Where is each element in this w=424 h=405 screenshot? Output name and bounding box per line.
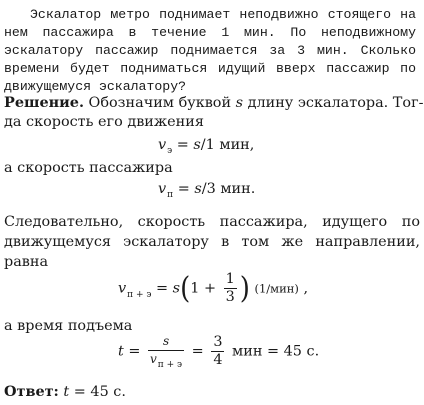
fraction-one-third: $\frac{1}{3}$ [225, 271, 235, 305]
formula-escalator-speed: $v_э = s/1$ мин, [158, 137, 255, 156]
formula-end: , [298, 280, 309, 297]
solution-label: Решение. [4, 94, 84, 111]
solution-line-3: а скорость пассажира [4, 160, 173, 176]
solution-para2-line3: равна [4, 254, 49, 270]
fraction-three-quarters: $\frac{3}{4}$ [213, 334, 223, 368]
var-v: v [158, 181, 167, 197]
var-v: v [118, 280, 127, 297]
var-t: t [63, 384, 70, 400]
formula-combined-speed: $v_{п + э} = s(1$ + $\frac{1}{3}$ ) (1/мин) , [118, 271, 309, 306]
solution-para2-line1: Следовательно, скорость пассажира, идущего по [4, 214, 420, 230]
unit-per-minute: (1/мин) [254, 281, 299, 296]
problem-statement: Эскалатор метро поднимает неподвижно стоящего на нем пассажира в течение 1 мин. По неподвижному эскалатору пассажир поднимается за 3 мин. Сколько времени будет подниматься идущий вверх пассажир по движущемуся эскалатору? [4, 7, 416, 94]
var-v: v [158, 137, 167, 153]
plus-sign: + [203, 280, 217, 297]
solution-para2-line2: движущемуся эскалатору в том же направлении, [4, 234, 420, 250]
formula-passenger-speed: $v_п = s/3$ мин. [158, 181, 256, 200]
equals-sign-2: = [187, 343, 209, 360]
solution-line-4: а время подъема [4, 318, 133, 334]
formula-rhs: /1 мин, [200, 137, 255, 153]
solution-text-1-tail: длину эскалатора. Тог- [243, 95, 424, 111]
equals-sign: = [151, 280, 173, 297]
formula-result: мин = 45 с. [227, 343, 320, 360]
solution-intro [4, 93, 424, 113]
answer-label: Ответ: [4, 383, 59, 400]
number-one: 1 [190, 280, 200, 297]
var-s: s [193, 137, 201, 153]
var-s: s [235, 95, 244, 111]
solution-text-1: Обозначим буквой [83, 95, 236, 111]
subscript-p: п [167, 190, 174, 200]
var-s: s [172, 280, 181, 297]
answer-line [4, 382, 420, 402]
solution-line-2: да скорость его движения [4, 114, 204, 130]
equals-sign: = [123, 343, 146, 360]
subscript-p-plus-e: п + э [127, 289, 152, 300]
formula-rhs: /3 мин. [201, 181, 256, 197]
subscript-e: э [167, 146, 173, 156]
fraction-s-over-v: $\frac{s}{v_{п + э}}$ [150, 334, 183, 370]
var-s: s [194, 181, 202, 197]
answer-value: = 45 с. [69, 384, 126, 400]
formula-time [118, 334, 319, 369]
var-t: t [118, 343, 124, 360]
